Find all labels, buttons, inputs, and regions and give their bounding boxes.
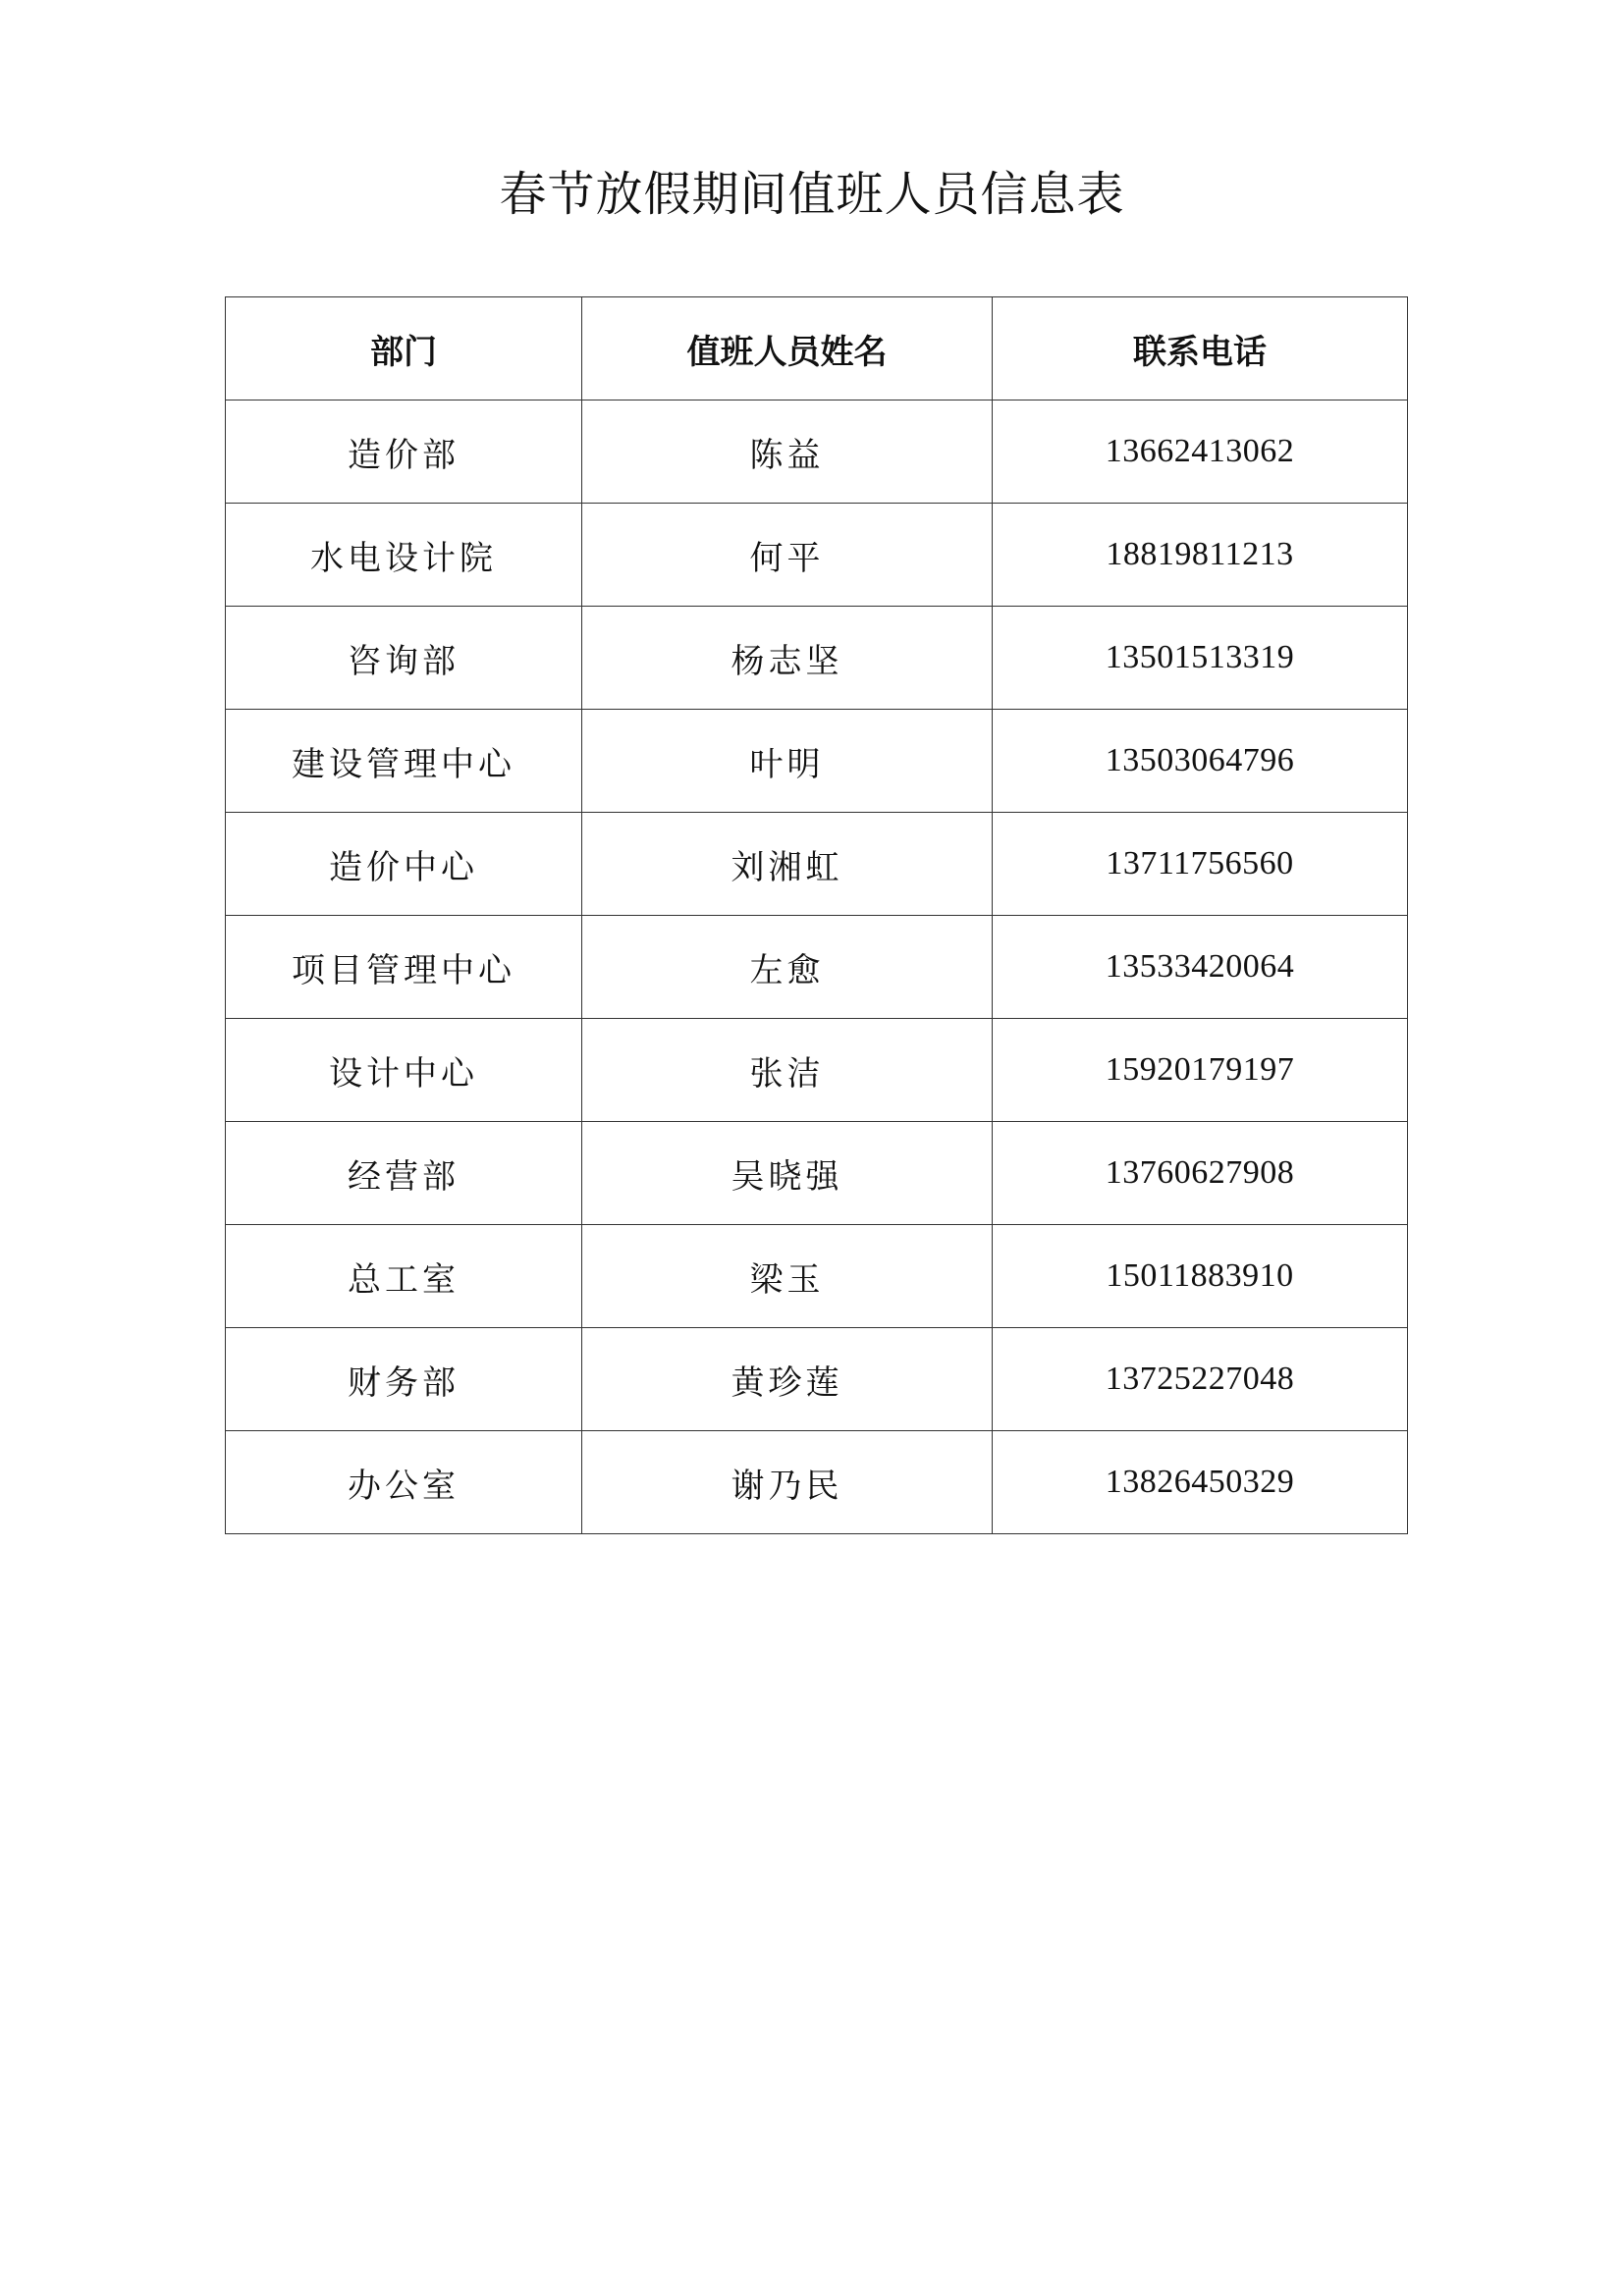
page-title: 春节放假期间值班人员信息表: [499, 167, 1125, 222]
table-row: [226, 504, 1408, 607]
cell-phone: 13760627908: [993, 1122, 1408, 1225]
header-name: 值班人员姓名: [582, 297, 993, 400]
cell-name: 黄珍莲: [582, 1328, 993, 1431]
table-row: [226, 1328, 1408, 1431]
cell-department: 咨询部: [226, 607, 582, 710]
cell-phone: 13662413062: [993, 400, 1408, 504]
header-department: 部门: [226, 297, 582, 400]
cell-phone: 13533420064: [993, 916, 1408, 1019]
cell-name: 谢乃民: [582, 1431, 993, 1534]
cell-phone: 13725227048: [993, 1328, 1408, 1431]
cell-name: 刘湘虹: [582, 813, 993, 916]
cell-name: 陈益: [582, 400, 993, 504]
cell-department: 水电设计院: [226, 504, 582, 607]
table-row: [226, 1122, 1408, 1225]
cell-phone: 15920179197: [993, 1019, 1408, 1122]
header-phone: 联系电话: [993, 297, 1408, 400]
cell-name: 叶明: [582, 710, 993, 813]
cell-phone: 13826450329: [993, 1431, 1408, 1534]
cell-department: 总工室: [226, 1225, 582, 1328]
cell-phone: 13501513319: [993, 607, 1408, 710]
cell-name: 梁玉: [582, 1225, 993, 1328]
cell-phone: 15011883910: [993, 1225, 1408, 1328]
cell-department: 建设管理中心: [226, 710, 582, 813]
duty-roster-table: [225, 296, 1408, 1534]
cell-name: 张洁: [582, 1019, 993, 1122]
cell-name: 左愈: [582, 916, 993, 1019]
cell-department: 经营部: [226, 1122, 582, 1225]
table-row: [226, 1431, 1408, 1534]
table-row: [226, 1019, 1408, 1122]
table-row: [226, 813, 1408, 916]
cell-name: 杨志坚: [582, 607, 993, 710]
cell-phone: 13711756560: [993, 813, 1408, 916]
cell-department: 设计中心: [226, 1019, 582, 1122]
cell-department: 财务部: [226, 1328, 582, 1431]
cell-name: 何平: [582, 504, 993, 607]
cell-name: 吴晓强: [582, 1122, 993, 1225]
cell-department: 项目管理中心: [226, 916, 582, 1019]
table-row: [226, 1225, 1408, 1328]
cell-phone: 18819811213: [993, 504, 1408, 607]
table-row: [226, 916, 1408, 1019]
cell-department: 造价部: [226, 400, 582, 504]
table-row: [226, 710, 1408, 813]
table-row: [226, 607, 1408, 710]
table-row: [226, 400, 1408, 504]
cell-department: 办公室: [226, 1431, 582, 1534]
cell-department: 造价中心: [226, 813, 582, 916]
cell-phone: 13503064796: [993, 710, 1408, 813]
table-header-row: [226, 297, 1408, 400]
